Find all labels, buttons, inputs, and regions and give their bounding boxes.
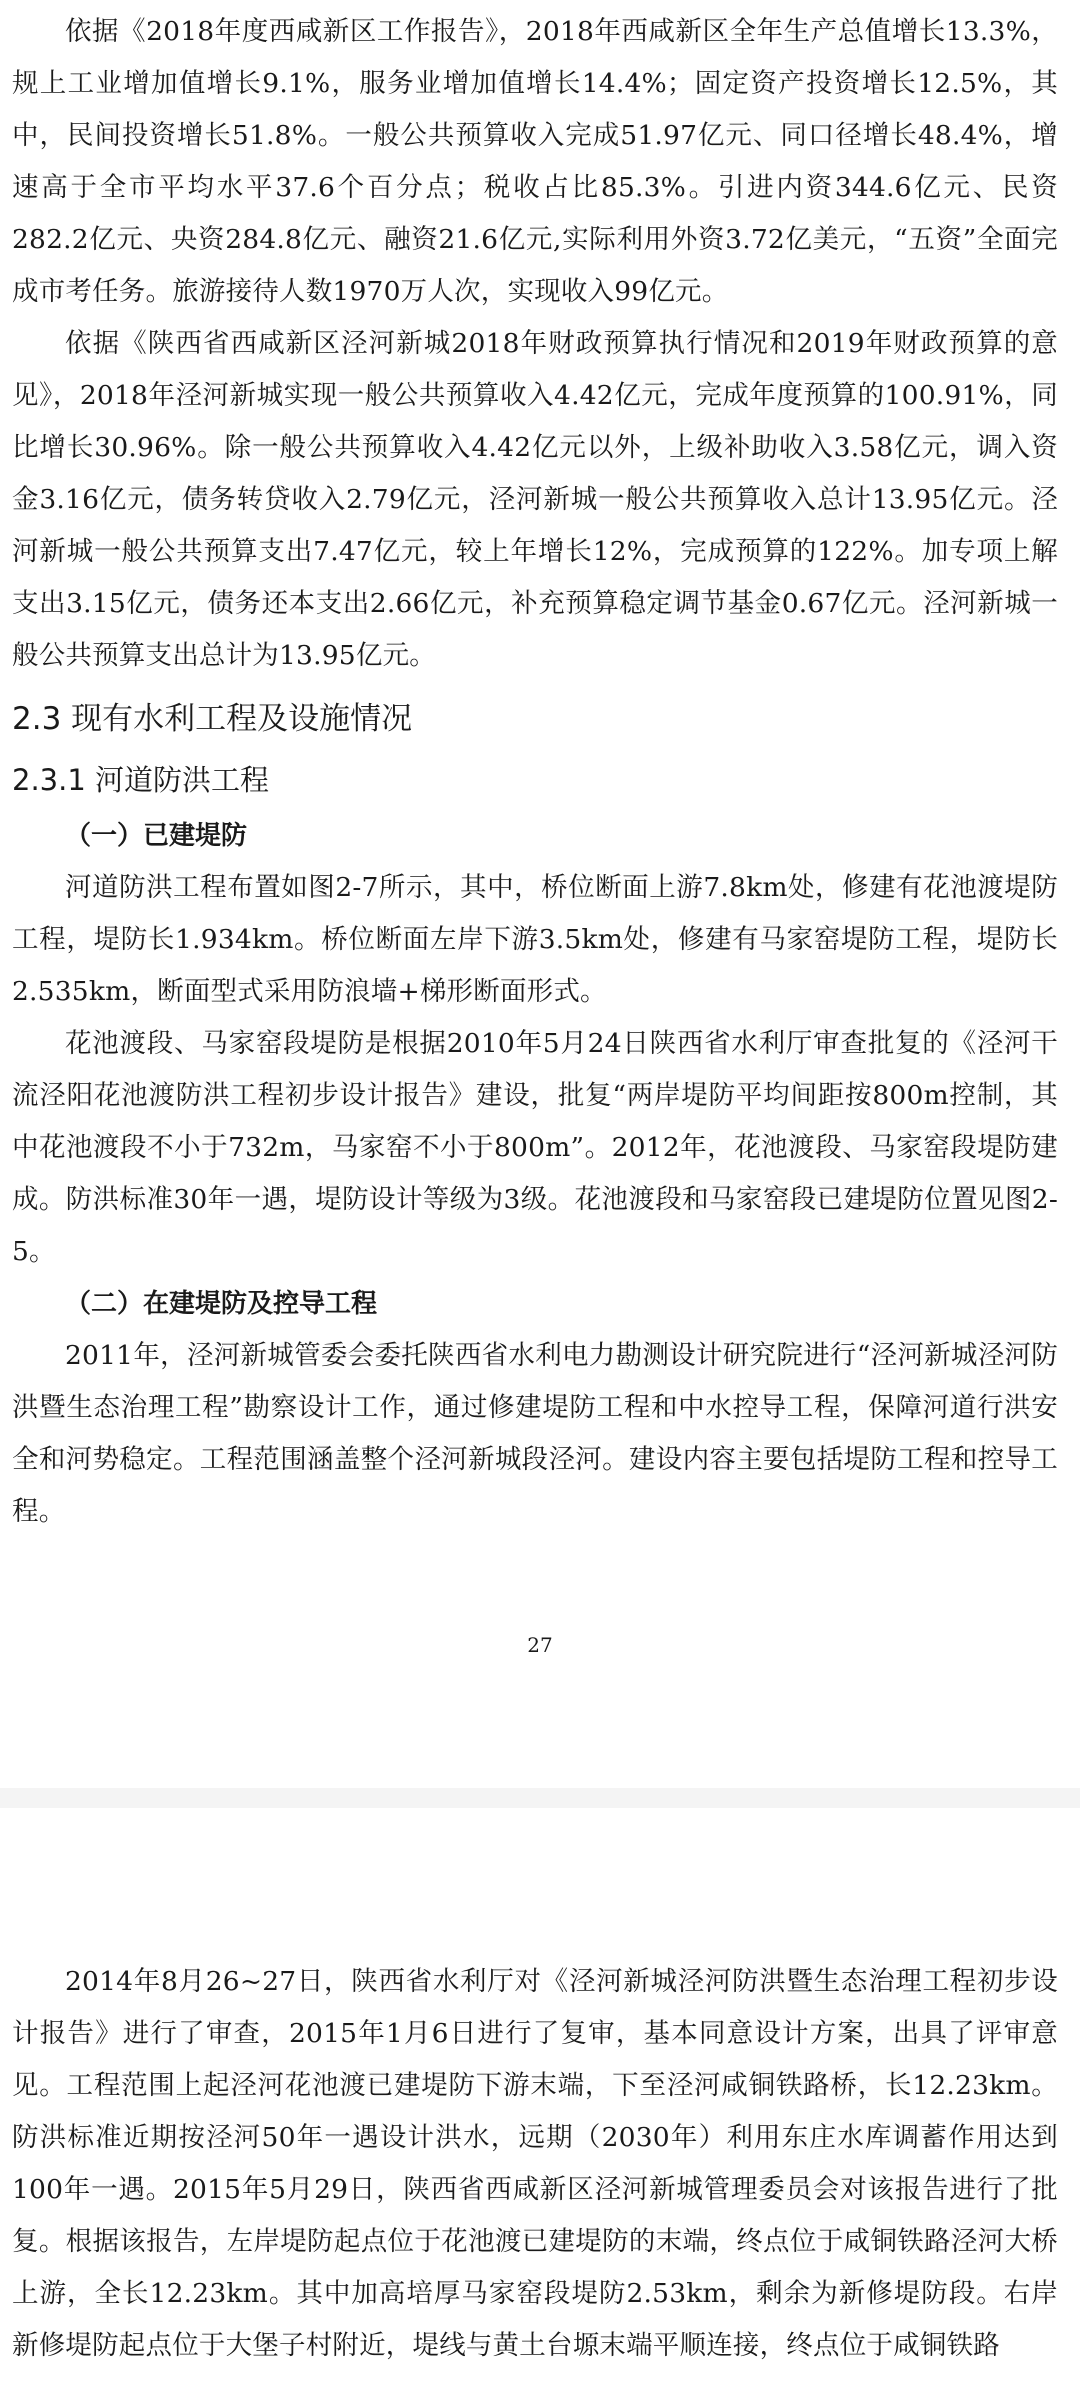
item-heading-levees-under-construction: （二）在建堤防及控导工程 [65,1289,378,1319]
paragraph-levee-layout: 河道防洪工程布置如图2-7所示，其中，桥位断面上游7.8km处，修建有花池渡堤防工程，堤防长1.934km。桥位断面左岸下游3.5km处，修建有马家窑堤防工程，堤防长2.535km，断面型式采用防浪墙+梯形断面形式。 [12,872,1058,1007]
page-number: 27 [527,1633,553,1657]
section-heading: 2.3 现有水利工程及设施情况 [12,701,413,737]
paragraph-fiscal-budget: 依据《陕西省西咸新区泾河新城2018年财政预算执行情况和2019年财政预算的意见》，2018年泾河新城实现一般公共预算收入4.42亿元，完成年度预算的100.91%，同比增长30.96%。除一般公共预算收入4.42亿元以外，上级补助收入3.58亿元，调入资金3.16亿元，债务转贷收入2.79亿元，泾河新城一般公共预算收入总计13.95亿元。泾河新城一般公共预算支出7.47亿元，较上年增长12%，完成预算的122%。加专项上解支出3.15亿元，债务还本支出2.66亿元，补充预算稳定调节基金0.67亿元。泾河新城一般公共预算支出总计为13.95亿元。 [12,328,1058,671]
paragraph-design-review: 2014年8月26~27日，陕西省水利厅对《泾河新城泾河防洪暨生态治理工程初步设计报告》进行了审查，2015年1月6日进行了复审，基本同意设计方案，出具了评审意见。工程范围上起泾河花池渡已建堤防下游末端，下至泾河咸铜铁路桥，长12.23km。防洪标准近期按泾河50年一遇设计洪水，远期（2030年）利用东庄水库调蓄作用达到100年一遇。2015年5月29日，陕西省西咸新区泾河新城管理委员会对该报告进行了批复。根据该报告，左岸堤防起点位于花池渡已建堤防的末端，终点位于咸铜铁路泾河大桥上游，全长12.23km。其中加高培厚马家窑段堤防2.53km，剩余为新修堤防段。右岸新修堤防起点位于大堡子村附近，堤线与黄土台塬末端平顺连接，终点位于咸铜铁路 [12,1966,1058,2361]
paragraph-levee-approval: 花池渡段、马家窑段堤防是根据2010年5月24日陕西省水利厅审查批复的《泾河干流泾阳花池渡防洪工程初步设计报告》建设，批复“两岸堤防平均间距按800m控制，其中花池渡段不小于732m，马家窑不小于800m”。2012年，花池渡段、马家窑段堤防建成。防洪标准30年一遇，堤防设计等级为3级。花池渡段和马家窑段已建堤防位置见图2-5。 [12,1028,1058,1267]
document-page-2 [0,1808,1080,2400]
paragraph-economic-report: 依据《2018年度西咸新区工作报告》，2018年西咸新区全年生产总值增长13.3%，规上工业增加值增长9.1%，服务业增加值增长14.4%；固定资产投资增长12.5%，其中，民间投资增长51.8%。一般公共预算收入完成51.97亿元、同口径增长48.4%，增速高于全市平均水平37.6个百分点；税收占比85.3%。引进内资344.6亿元、民资282.2亿元、央资284.8亿元、融资21.6亿元,实际利用外资3.72亿美元，“五资”全面完成市考任务。旅游接待人数1970万人次，实现收入99亿元。 [12,16,1058,307]
item-heading-built-levees: （一）已建堤防 [65,821,248,851]
subsection-heading: 2.3.1 河道防洪工程 [12,763,270,797]
paragraph-project-commission: 2011年，泾河新城管委会委托陕西省水利电力勘测设计研究院进行“泾河新城泾河防洪暨生态治理工程”勘察设计工作，通过修建堤防工程和中水控导工程，保障河道行洪安全和河势稳定。工程范围涵盖整个泾河新城段泾河。建设内容主要包括堤防工程和控导工程。 [12,1340,1058,1527]
